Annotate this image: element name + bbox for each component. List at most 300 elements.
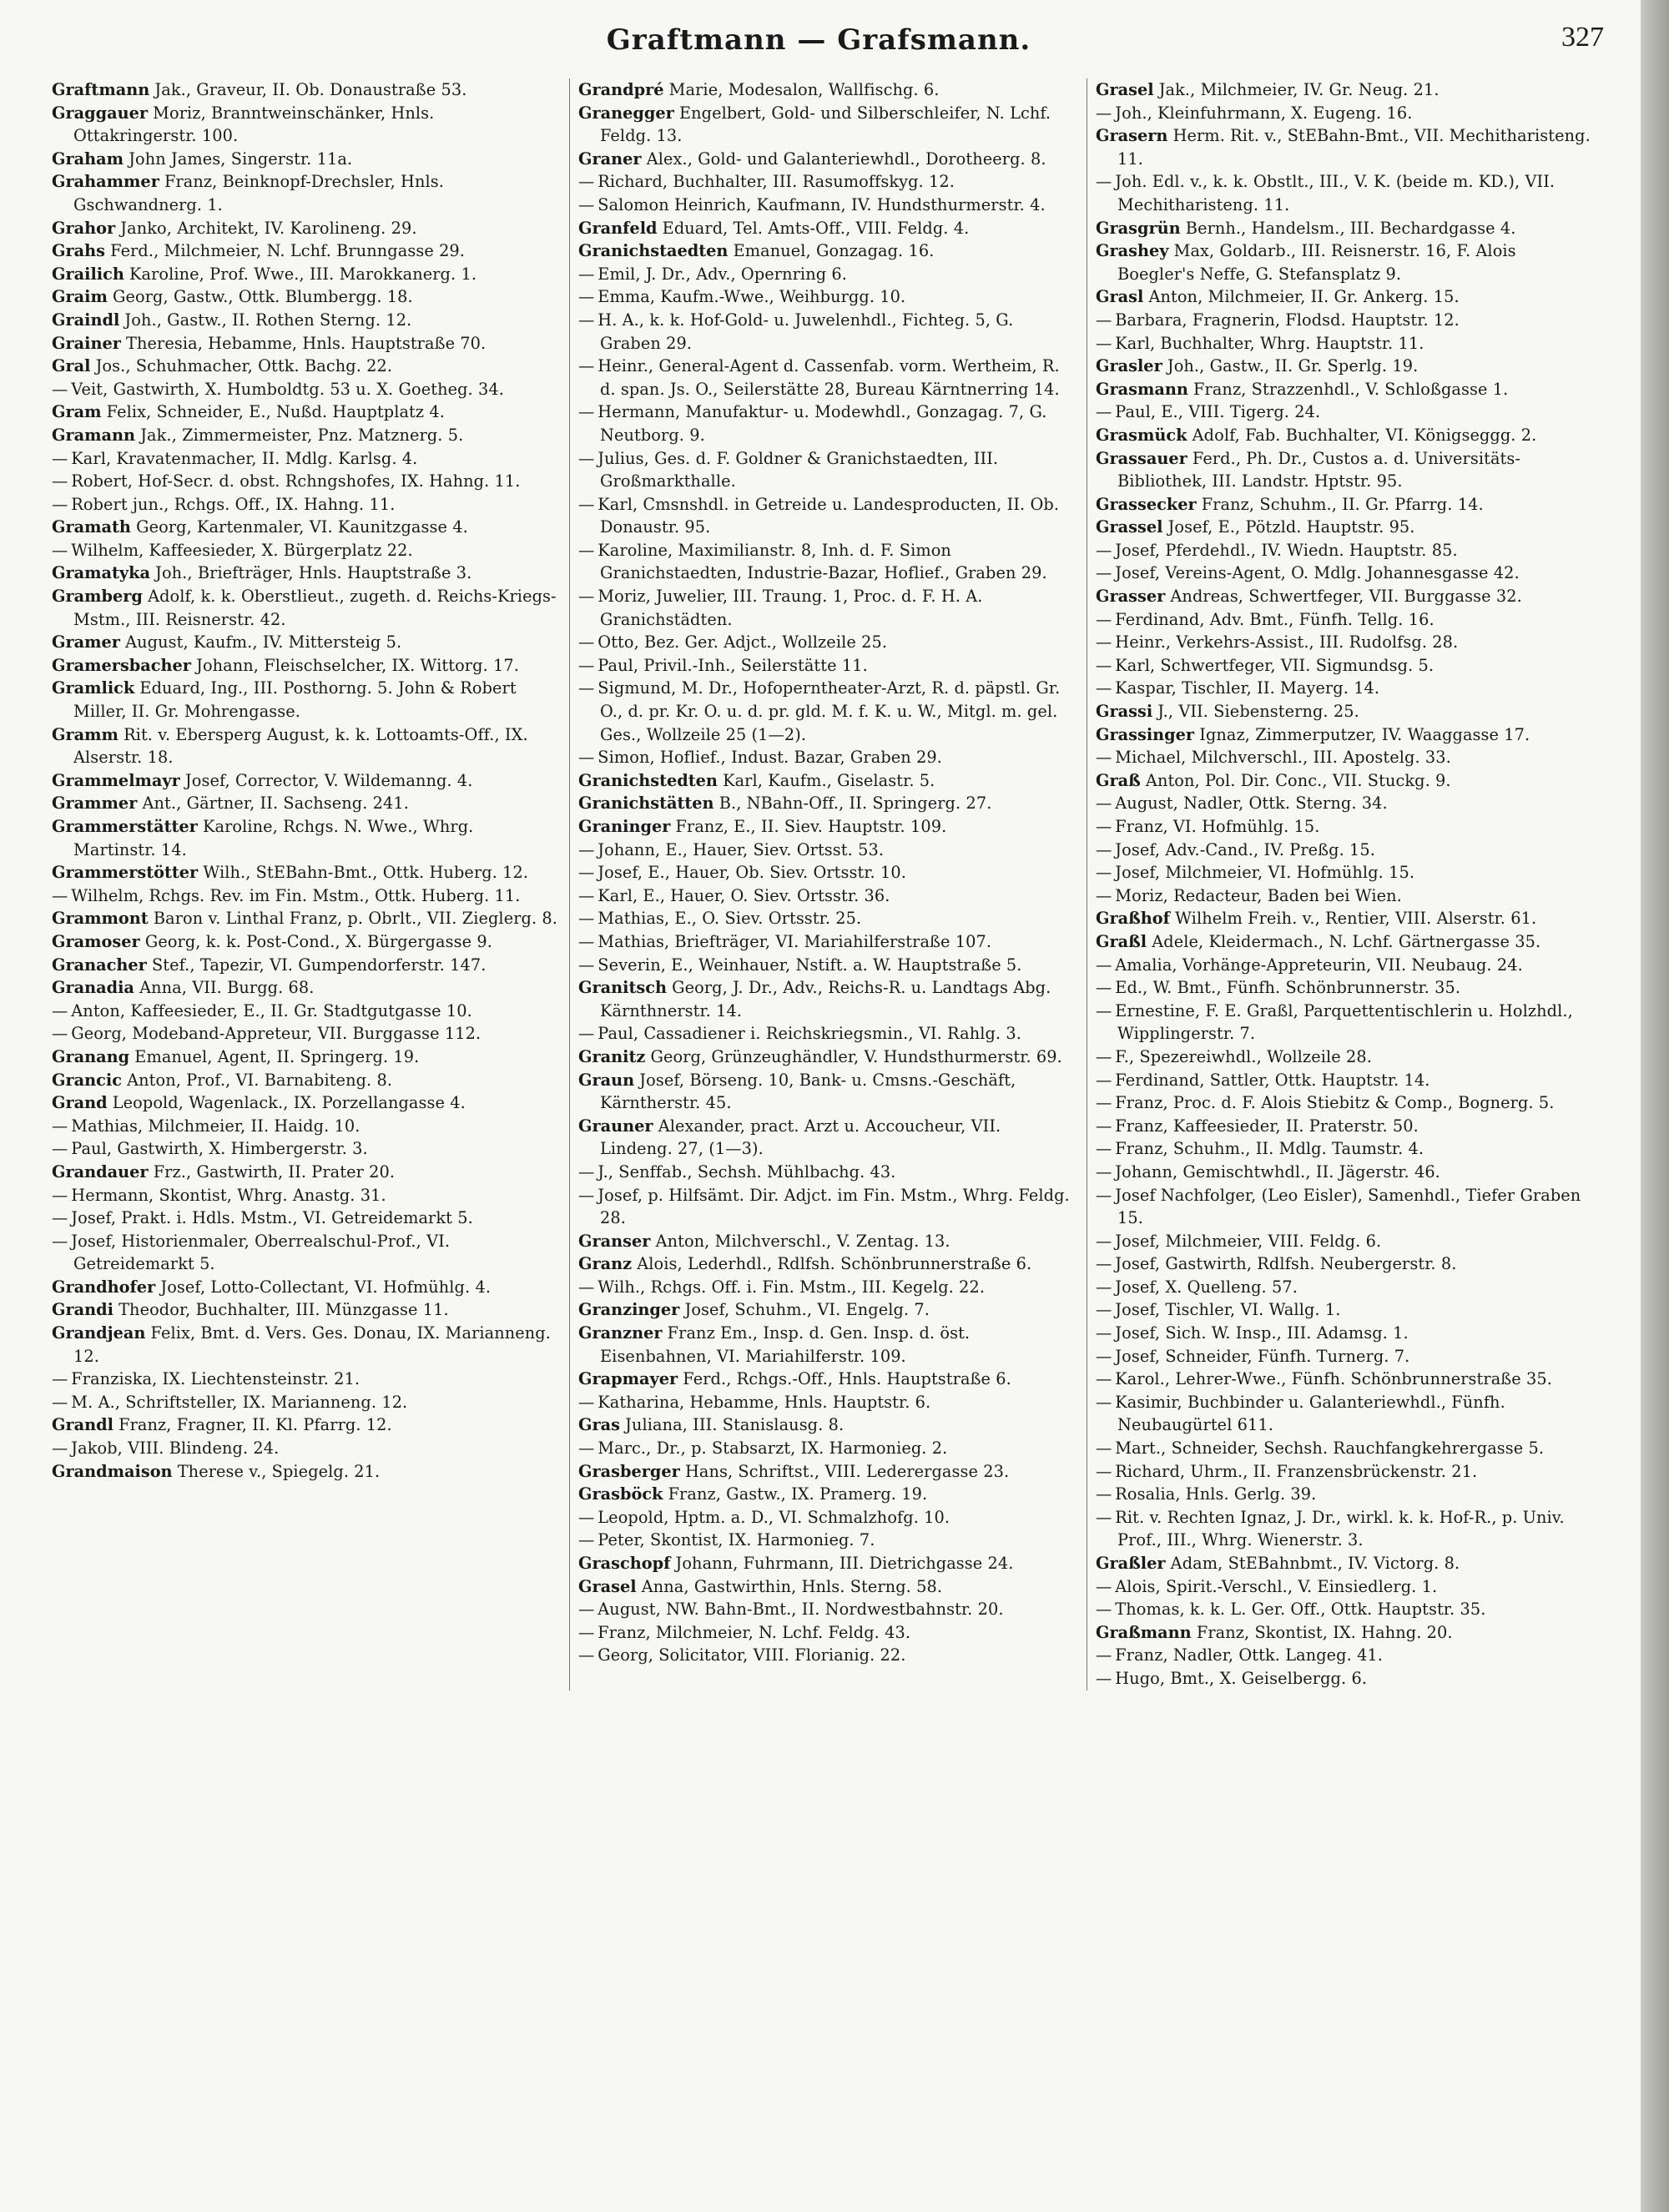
entry-ditto-dash: — bbox=[1096, 839, 1112, 859]
entry-details: Franz, Schuhm., II. Mdlg. Taumstr. 4. bbox=[1115, 1139, 1424, 1159]
entry-ditto-dash: — bbox=[578, 587, 595, 607]
entry-ditto-dash: — bbox=[1096, 1369, 1112, 1389]
directory-entry bbox=[1096, 447, 1596, 493]
entry-ditto-dash: — bbox=[578, 264, 595, 284]
entry-details: Josef, E., Hauer, Ob. Siev. Ortsstr. 10. bbox=[598, 863, 906, 883]
directory-entry bbox=[1096, 102, 1596, 125]
entry-surname: Granang bbox=[52, 1046, 130, 1066]
entry-surname: Grasmück bbox=[1096, 425, 1187, 445]
entry-surname: Graßhof bbox=[1096, 909, 1170, 929]
directory-entry bbox=[578, 677, 1078, 746]
directory-entry bbox=[1096, 562, 1596, 585]
entry-details: Ferd., Ph. Dr., Custos a. d. Universitäts-Bibliothek, III. Landstr. Hptstr. 95. bbox=[1117, 448, 1521, 491]
directory-entry bbox=[1096, 1046, 1596, 1069]
directory-entry bbox=[1096, 378, 1596, 401]
entry-surname: Grandjean bbox=[52, 1323, 146, 1343]
entry-surname: Graham bbox=[52, 149, 124, 169]
entry-ditto-dash: — bbox=[52, 1392, 68, 1412]
entry-details: Michael, Milchverschl., III. Apostelg. 33. bbox=[1115, 748, 1451, 768]
entry-ditto-dash: — bbox=[578, 678, 595, 698]
directory-entry bbox=[1096, 1161, 1596, 1184]
directory-entry bbox=[1096, 1575, 1596, 1599]
directory-entry bbox=[52, 954, 561, 977]
entry-details: Karoline, Maximilianstr. 8, Inh. d. F. Simon Granichstaedten, Industrie-Bazar, Hoflief., Graben 29. bbox=[598, 540, 1047, 583]
directory-entry bbox=[1096, 1621, 1596, 1645]
directory-entry bbox=[52, 1069, 561, 1092]
entry-surname: Grasl bbox=[1096, 287, 1144, 307]
entry-surname: Grand bbox=[52, 1093, 108, 1113]
entry-details: Mart., Schneider, Sechsh. Rauchfangkehrergasse 5. bbox=[1115, 1439, 1545, 1459]
entry-details: Kaspar, Tischler, II. Mayerg. 14. bbox=[1115, 678, 1380, 698]
entry-ditto-dash: — bbox=[578, 931, 595, 951]
entry-details: Wilh., StEBahn-Bmt., Ottk. Huberg. 12. bbox=[203, 863, 529, 883]
entry-details: Rit. v. Ebersperg August, k. k. Lottoamts-Off., IX. Alserstr. 18. bbox=[73, 724, 528, 768]
directory-entry bbox=[1096, 1276, 1596, 1299]
directory-entry bbox=[578, 631, 1078, 654]
entry-details: Veit, Gastwirth, X. Humboldtg. 53 u. X. Goetheg. 34. bbox=[71, 379, 504, 399]
entry-surname: Grandmaison bbox=[52, 1461, 173, 1481]
entry-ditto-dash: — bbox=[52, 1116, 68, 1136]
entry-details: Josef, Milchmeier, VIII. Feldg. 6. bbox=[1115, 1231, 1382, 1251]
directory-entry bbox=[1096, 608, 1596, 632]
directory-entry bbox=[578, 1483, 1078, 1506]
entry-ditto-dash: — bbox=[52, 1369, 68, 1389]
directory-entry bbox=[1096, 792, 1596, 815]
entry-ditto-dash: — bbox=[1096, 1346, 1112, 1366]
entry-surname: Grasser bbox=[1096, 587, 1166, 607]
entry-surname: Grasberger bbox=[578, 1461, 680, 1481]
directory-entry bbox=[1096, 1137, 1596, 1161]
directory-entry bbox=[1096, 309, 1596, 332]
entry-details: Janko, Architekt, IV. Karolineng. 29. bbox=[120, 218, 417, 238]
directory-entry bbox=[1096, 769, 1596, 793]
directory-entry bbox=[52, 1460, 561, 1484]
entry-ditto-dash: — bbox=[578, 863, 595, 883]
entry-surname: Gramoser bbox=[52, 931, 140, 951]
entry-details: Moriz, Juwelier, III. Traung. 1, Proc. d. F. H. A. Granichstädten. bbox=[598, 587, 983, 629]
entry-surname: Gram bbox=[52, 402, 102, 422]
directory-entry bbox=[1096, 78, 1596, 102]
entry-surname: Gramann bbox=[52, 425, 136, 445]
entry-ditto-dash: — bbox=[578, 172, 595, 192]
directory-entry bbox=[578, 976, 1078, 1022]
entry-details: Franz, Proc. d. F. Alois Stiebitz & Comp., Bognerg. 5. bbox=[1115, 1093, 1555, 1113]
entry-details: Jak., Milchmeier, IV. Gr. Neug. 21. bbox=[1158, 80, 1440, 99]
directory-entry bbox=[1096, 585, 1596, 608]
directory-entry bbox=[1096, 493, 1596, 516]
entry-details: Marie, Modesalon, Wallfischg. 6. bbox=[668, 80, 940, 99]
directory-entry bbox=[1096, 954, 1596, 977]
running-head: Graftmann — Grafsmann. bbox=[606, 23, 1031, 57]
entry-details: Wilh., Rchgs. Off. i. Fin. Mstm., III. Kegelg. 22. bbox=[598, 1277, 986, 1297]
entry-details: Karl, Kravatenmacher, II. Mdlg. Karlsg. 4. bbox=[71, 448, 418, 468]
entry-details: Ferd., Milchmeier, N. Lchf. Brunngasse 29. bbox=[110, 241, 466, 261]
directory-entry bbox=[1096, 654, 1596, 678]
entry-surname: Grailich bbox=[52, 264, 124, 284]
entry-details: Georg, Kartenmaler, VI. Kaunitzgasse 4. bbox=[136, 517, 468, 537]
entry-details: Adele, Kleidermach., N. Lchf. Gärtnergasse 35. bbox=[1152, 931, 1541, 951]
directory-entry bbox=[578, 1621, 1078, 1645]
entry-details: Josef, Sich. W. Insp., III. Adamsg. 1. bbox=[1115, 1323, 1409, 1343]
directory-entry bbox=[52, 539, 561, 562]
entry-ditto-dash: — bbox=[1096, 1600, 1112, 1620]
column-3 bbox=[1087, 78, 1604, 1690]
entry-details: Karol., Lehrer-Wwe., Fünfh. Schönbrunnerstraße 35. bbox=[1115, 1369, 1552, 1389]
directory-entry bbox=[52, 1046, 561, 1069]
entry-ditto-dash: — bbox=[52, 1000, 68, 1020]
entry-details: Paul, E., VIII. Tigerg. 24. bbox=[1115, 402, 1321, 422]
entry-details: Theresia, Hebamme, Hnls. Hauptstraße 70. bbox=[126, 333, 487, 353]
directory-entry bbox=[1096, 1552, 1596, 1575]
directory-entry bbox=[52, 1091, 561, 1115]
entry-details: Peter, Skontist, IX. Harmonieg. 7. bbox=[598, 1530, 875, 1550]
entry-surname: Granser bbox=[578, 1231, 651, 1251]
entry-details: Josef, Adv.-Cand., IV. Preßg. 15. bbox=[1115, 839, 1376, 859]
entry-details: Paul, Gastwirth, X. Himbergerstr. 3. bbox=[71, 1139, 368, 1159]
directory-entry bbox=[578, 239, 1078, 263]
entry-surname: Graschopf bbox=[578, 1554, 671, 1573]
entry-details: Josef, Vereins-Agent, O. Mdlg. Johannesgasse 42. bbox=[1115, 563, 1520, 583]
entry-ditto-dash: — bbox=[52, 1139, 68, 1159]
directory-entry bbox=[1096, 631, 1596, 654]
entry-surname: Grandauer bbox=[52, 1161, 149, 1182]
directory-entry bbox=[578, 1529, 1078, 1552]
entry-ditto-dash: — bbox=[1096, 333, 1112, 353]
entry-surname: Gramatyka bbox=[52, 563, 150, 583]
entry-ditto-dash: — bbox=[52, 1231, 68, 1251]
entry-surname: Gramm bbox=[52, 724, 118, 744]
entry-ditto-dash: — bbox=[1096, 794, 1112, 814]
directory-entry bbox=[52, 677, 561, 723]
entry-details: Josef, Börseng. 10, Bank- u. Cmsns.-Geschäft, Kärntherstr. 45. bbox=[600, 1070, 1016, 1113]
entry-ditto-dash: — bbox=[1096, 1461, 1112, 1481]
directory-entry bbox=[578, 1115, 1078, 1161]
entry-ditto-dash: — bbox=[578, 1645, 595, 1665]
entry-details: Adolf, Fab. Buchhalter, VI. Königseggg. 2. bbox=[1192, 425, 1537, 445]
entry-ditto-dash: — bbox=[578, 655, 595, 675]
directory-entry bbox=[52, 792, 561, 815]
entry-surname: Graßl bbox=[1096, 931, 1147, 951]
entry-surname: Gramberg bbox=[52, 587, 143, 607]
directory-entry bbox=[1096, 401, 1596, 424]
entry-details: Alexander, pract. Arzt u. Accoucheur, VII. Lindeng. 27, (1—3). bbox=[600, 1116, 1001, 1159]
entry-ditto-dash: — bbox=[578, 287, 595, 307]
directory-entry bbox=[1096, 1069, 1596, 1092]
entry-details: Georg, k. k. Post-Cond., X. Bürgergasse 9. bbox=[144, 931, 492, 951]
directory-entry bbox=[52, 861, 561, 884]
entry-details: Moriz, Redacteur, Baden bei Wien. bbox=[1115, 885, 1402, 905]
entry-details: Franz, Strazzenhdl., V. Schloßgasse 1. bbox=[1193, 379, 1509, 399]
entry-details: Karl, Cmsnshdl. in Getreide u. Landesproducten, II. Ob. Donaustr. 95. bbox=[598, 494, 1060, 537]
entry-surname: Graß bbox=[1096, 770, 1141, 790]
entry-surname: Grahs bbox=[52, 241, 105, 261]
entry-surname: Grammer bbox=[52, 794, 138, 814]
entry-details: Josef, Prakt. i. Hdls. Mstm., VI. Getreidemarkt 5. bbox=[71, 1208, 473, 1228]
directory-entry bbox=[578, 401, 1078, 446]
entry-details: Franziska, IX. Liechtensteinstr. 21. bbox=[71, 1369, 361, 1389]
directory-entry bbox=[578, 309, 1078, 355]
entry-details: Anton, Pol. Dir. Conc., VII. Stuckg. 9. bbox=[1145, 770, 1451, 790]
directory-entry bbox=[578, 194, 1078, 217]
entry-ditto-dash: — bbox=[52, 885, 68, 905]
directory-entry bbox=[1096, 424, 1596, 447]
entry-ditto-dash: — bbox=[578, 1600, 595, 1620]
entry-surname: Grasmann bbox=[1096, 379, 1188, 399]
entry-details: Joh., Briefträger, Hnls. Hauptstraße 3. bbox=[155, 563, 472, 583]
entry-ditto-dash: — bbox=[1096, 402, 1112, 422]
entry-surname: Grassinger bbox=[1096, 724, 1195, 744]
entry-details: Josef Nachfolger, (Leo Eisler), Samenhdl., Tiefer Graben 15. bbox=[1115, 1185, 1581, 1228]
entry-details: Eduard, Ing., III. Posthorng. 5. John & Robert Miller, II. Gr. Mohrengasse. bbox=[73, 678, 517, 722]
entry-ditto-dash: — bbox=[578, 194, 595, 214]
directory-entry bbox=[578, 1252, 1078, 1276]
entry-ditto-dash: — bbox=[1096, 1070, 1112, 1090]
directory-entry bbox=[52, 930, 561, 954]
entry-details: Jak., Zimmermeister, Pnz. Matznerg. 5. bbox=[140, 425, 464, 445]
directory-entry bbox=[1096, 1506, 1596, 1552]
entry-details: Josef, Historienmaler, Oberrealschul-Prof., VI. Getreidemarkt 5. bbox=[71, 1231, 451, 1274]
directory-entry bbox=[52, 1184, 561, 1207]
entry-details: Katharina, Hebamme, Hnls. Hauptstr. 6. bbox=[598, 1392, 931, 1412]
entry-details: Simon, Hoflief., Indust. Bazar, Graben 29. bbox=[598, 748, 943, 768]
entry-surname: Grassauer bbox=[1096, 448, 1187, 468]
entry-details: Emanuel, Agent, II. Springerg. 19. bbox=[134, 1046, 420, 1066]
directory-entry bbox=[52, 263, 561, 286]
directory-entry bbox=[1096, 1345, 1596, 1368]
directory-entry bbox=[1096, 1483, 1596, 1506]
entry-details: Josef, Schuhm., VI. Engelg. 7. bbox=[684, 1300, 930, 1320]
directory-entry bbox=[1096, 217, 1596, 240]
entry-details: H. A., k. k. Hof-Gold- u. Juwelenhdl., Fichteg. 5, G. Graben 29. bbox=[598, 310, 1014, 353]
directory-entry bbox=[578, 1322, 1078, 1368]
entry-details: Anton, Milchverschl., V. Zentag. 13. bbox=[655, 1231, 950, 1251]
directory-entry bbox=[52, 976, 561, 1000]
entry-details: Bernh., Handelsm., III. Bechardgasse 4. bbox=[1185, 218, 1516, 238]
directory-entry bbox=[578, 1046, 1078, 1069]
directory-entry bbox=[52, 907, 561, 930]
entry-surname: Graindl bbox=[52, 310, 120, 330]
entry-details: Karoline, Rchgs. N. Wwe., Whrg. Martinstr. 14. bbox=[73, 817, 474, 859]
directory-entry bbox=[578, 355, 1078, 401]
entry-details: Heinr., General-Agent d. Cassenfab. vorm. Wertheim, R. d. span. Js. O., Seilerstätte 28, Bureau Kärntnerring 14. bbox=[598, 356, 1060, 399]
directory-entry bbox=[1096, 1230, 1596, 1253]
entry-details: Josef, Milchmeier, VI. Hofmühlg. 15. bbox=[1115, 863, 1415, 883]
entry-details: Jakob, VIII. Blindeng. 24. bbox=[71, 1439, 280, 1459]
entry-ditto-dash: — bbox=[578, 1024, 595, 1044]
entry-surname: Grassel bbox=[1096, 517, 1163, 537]
entry-details: M. A., Schriftsteller, IX. Marianneng. 12. bbox=[71, 1392, 408, 1412]
directory-entry bbox=[1096, 839, 1596, 862]
directory-entry bbox=[578, 861, 1078, 884]
directory-entry bbox=[1096, 1437, 1596, 1460]
directory-entry bbox=[1096, 884, 1596, 908]
entry-surname: Granitsch bbox=[578, 978, 667, 998]
directory-entry bbox=[578, 1575, 1078, 1599]
entry-details: Franz, Gastw., IX. Pramerg. 19. bbox=[668, 1484, 928, 1504]
directory-entry bbox=[1096, 516, 1596, 539]
directory-entry bbox=[578, 907, 1078, 930]
entry-details: Joh., Gastw., II. Rothen Sterng. 12. bbox=[124, 310, 412, 330]
entry-surname: Granfeld bbox=[578, 218, 658, 238]
directory-entry bbox=[578, 1230, 1078, 1253]
entry-details: Franz, Milchmeier, N. Lchf. Feldg. 43. bbox=[598, 1622, 911, 1642]
directory-entry bbox=[1096, 976, 1596, 1000]
directory-entry bbox=[52, 239, 561, 263]
entry-ditto-dash: — bbox=[1096, 817, 1112, 836]
entry-surname: Gramlick bbox=[52, 678, 135, 698]
entry-ditto-dash: — bbox=[578, 1161, 595, 1182]
entry-details: Johann, Fuhrmann, III. Dietrichgasse 24. bbox=[675, 1554, 1014, 1573]
entry-surname: Graßmann bbox=[1096, 1622, 1192, 1642]
entry-details: Sigmund, M. Dr., Hofoperntheater-Arzt, R. d. päpstl. Gr. O., d. pr. Kr. O. u. d. pr. gld. M. f. K. u. W., Mitgl. m. gel. Ges., Wollzeile 25 (1—2). bbox=[598, 678, 1061, 744]
directory-entry bbox=[1096, 539, 1596, 562]
entry-details: Karl, Kaufm., Giselastr. 5. bbox=[723, 770, 935, 790]
entry-details: Josef, E., Pötzld. Hauptstr. 95. bbox=[1167, 517, 1415, 537]
entry-ditto-dash: — bbox=[52, 1439, 68, 1459]
directory-entry bbox=[1096, 700, 1596, 723]
entry-details: Josef, Tischler, VI. Wallg. 1. bbox=[1115, 1300, 1341, 1320]
directory-entry bbox=[1096, 1184, 1596, 1230]
entry-ditto-dash: — bbox=[578, 310, 595, 330]
directory-entry bbox=[1096, 930, 1596, 954]
directory-entry bbox=[52, 562, 561, 585]
entry-ditto-dash: — bbox=[52, 379, 68, 399]
directory-entry bbox=[578, 585, 1078, 631]
entry-details: Baron v. Linthal Franz, p. Obrlt., VII. Zieglerg. 8. bbox=[153, 909, 558, 929]
entry-details: Georg, J. Dr., Adv., Reichs-R. u. Landtags Abg. Kärnthnerstr. 14. bbox=[600, 978, 1051, 1020]
entry-details: Mathias, Milchmeier, II. Haidg. 10. bbox=[71, 1116, 361, 1136]
entry-ditto-dash: — bbox=[578, 1622, 595, 1642]
entry-surname: Grasel bbox=[578, 1576, 637, 1596]
directory-entry bbox=[52, 654, 561, 678]
entry-surname: Gramath bbox=[52, 517, 131, 537]
entry-ditto-dash: — bbox=[1096, 1323, 1112, 1343]
entry-ditto-dash: — bbox=[1096, 655, 1112, 675]
directory-entry bbox=[52, 148, 561, 171]
page-number: 327 bbox=[1561, 22, 1604, 53]
entry-ditto-dash: — bbox=[52, 1024, 68, 1044]
entry-details: Jak., Graveur, II. Ob. Donaustraße 53. bbox=[154, 80, 467, 99]
entry-details: Paul, Cassadiener i. Reichskriegsmin., VI. Rahlg. 3. bbox=[598, 1024, 1021, 1044]
directory-entry bbox=[1096, 677, 1596, 700]
directory-entry bbox=[52, 631, 561, 654]
directory-entry bbox=[1096, 285, 1596, 309]
entry-ditto-dash: — bbox=[578, 885, 595, 905]
entry-ditto-dash: — bbox=[1096, 863, 1112, 883]
entry-surname: Grauner bbox=[578, 1116, 653, 1136]
entry-surname: Grassecker bbox=[1096, 494, 1197, 514]
directory-entry bbox=[1096, 1091, 1596, 1115]
directory-entry bbox=[52, 1022, 561, 1046]
entry-surname: Granzner bbox=[578, 1323, 663, 1343]
entry-ditto-dash: — bbox=[1096, 1668, 1112, 1688]
entry-details: Karoline, Prof. Wwe., III. Marokkanerg. 1. bbox=[129, 264, 477, 284]
entry-details: Emil, J. Dr., Adv., Opernring 6. bbox=[598, 264, 847, 284]
entry-ditto-dash: — bbox=[578, 632, 595, 653]
entry-surname: Graim bbox=[52, 287, 108, 307]
entry-details: Leopold, Wagenlack., IX. Porzellangasse 4. bbox=[112, 1093, 466, 1113]
entry-details: Herm. Rit. v., StEBahn-Bmt., VII. Mechitharisteng. 11. bbox=[1117, 126, 1591, 169]
entry-surname: Grasern bbox=[1096, 126, 1168, 146]
entry-surname: Grassi bbox=[1096, 702, 1153, 722]
entry-details: August, NW. Bahn-Bmt., II. Nordwestbahnstr. 20. bbox=[598, 1600, 1004, 1620]
entry-ditto-dash: — bbox=[1096, 632, 1112, 653]
directory-entry bbox=[1096, 124, 1596, 170]
entry-details: Hermann, Skontist, Whrg. Anastg. 31. bbox=[71, 1185, 386, 1205]
entry-details: Wilhelm Freih. v., Rentier, VIII. Alserstr. 61. bbox=[1175, 909, 1537, 929]
entry-details: Jos., Schuhmacher, Ottk. Bachg. 22. bbox=[95, 356, 393, 376]
entry-details: Moriz, Branntweinschänker, Hnls. Ottakringerstr. 100. bbox=[73, 103, 435, 146]
directory-entry bbox=[52, 585, 561, 631]
entry-surname: Grasgrün bbox=[1096, 218, 1181, 238]
directory-entry bbox=[578, 1184, 1078, 1230]
entry-surname: Grasböck bbox=[578, 1484, 663, 1504]
entry-details: Robert, Hof-Secr. d. obst. Rchngshofes, IX. Hahng. 11. bbox=[71, 471, 521, 491]
entry-ditto-dash: — bbox=[1096, 1116, 1112, 1136]
entry-ditto-dash: — bbox=[1096, 103, 1112, 123]
entry-ditto-dash: — bbox=[1096, 1046, 1112, 1066]
entry-details: Josef, Corrector, V. Wildemanng. 4. bbox=[184, 770, 473, 790]
entry-surname: Grandhofer bbox=[52, 1277, 156, 1297]
directory-entry bbox=[578, 1552, 1078, 1575]
entry-details: Richard, Uhrm., II. Franzensbrückenstr. 21. bbox=[1115, 1461, 1478, 1481]
directory-entry bbox=[1096, 170, 1596, 216]
entry-details: Josef, X. Quelleng. 57. bbox=[1115, 1277, 1298, 1297]
directory-entry bbox=[52, 1413, 561, 1437]
directory-entry bbox=[578, 746, 1078, 769]
entry-details: Emanuel, Gonzagag. 16. bbox=[733, 241, 935, 261]
directory-entry bbox=[578, 78, 1078, 102]
entry-ditto-dash: — bbox=[578, 909, 595, 929]
directory-entry bbox=[578, 930, 1078, 954]
directory-entry bbox=[52, 723, 561, 769]
entry-surname: Graun bbox=[578, 1070, 635, 1090]
directory-entry bbox=[578, 839, 1078, 862]
entry-surname: Grahammer bbox=[52, 172, 159, 192]
entry-ditto-dash: — bbox=[1096, 1300, 1112, 1320]
directory-entry bbox=[52, 516, 561, 539]
entry-details: Anton, Prof., VI. Barnabiteng. 8. bbox=[127, 1070, 393, 1090]
directory-entry bbox=[52, 470, 561, 493]
entry-ditto-dash: — bbox=[578, 356, 595, 376]
directory-entry bbox=[52, 1115, 561, 1138]
directory-entry bbox=[1096, 1598, 1596, 1621]
directory-entry bbox=[578, 148, 1078, 171]
column-2 bbox=[569, 78, 1087, 1690]
entry-surname: Granadia bbox=[52, 978, 134, 998]
entry-ditto-dash: — bbox=[578, 1185, 595, 1205]
entry-ditto-dash: — bbox=[578, 748, 595, 768]
entry-details: Ant., Gärtner, II. Sachseng. 241. bbox=[142, 794, 409, 814]
directory-entry bbox=[52, 378, 561, 401]
directory-entry bbox=[1096, 1368, 1596, 1391]
directory-entry bbox=[1096, 1460, 1596, 1484]
entry-surname: Grammont bbox=[52, 909, 149, 929]
entry-ditto-dash: — bbox=[1096, 1185, 1112, 1205]
directory-entry bbox=[578, 1298, 1078, 1322]
entry-details: Leopold, Hptm. a. D., VI. Schmalzhofg. 10. bbox=[598, 1507, 950, 1527]
entry-ditto-dash: — bbox=[1096, 678, 1112, 698]
entry-details: J., Senffab., Sechsh. Mühlbachg. 43. bbox=[598, 1161, 896, 1182]
entry-details: Stef., Tapezir, VI. Gumpendorferstr. 147. bbox=[151, 955, 487, 975]
entry-ditto-dash: — bbox=[52, 1208, 68, 1228]
directory-entry bbox=[578, 285, 1078, 309]
entry-ditto-dash: — bbox=[578, 1530, 595, 1550]
directory-entry bbox=[52, 1437, 561, 1460]
directory-entry bbox=[578, 170, 1078, 194]
entry-details: Hans, Schriftst., VIII. Lederergasse 23. bbox=[684, 1461, 1010, 1481]
entry-ditto-dash: — bbox=[578, 1507, 595, 1527]
